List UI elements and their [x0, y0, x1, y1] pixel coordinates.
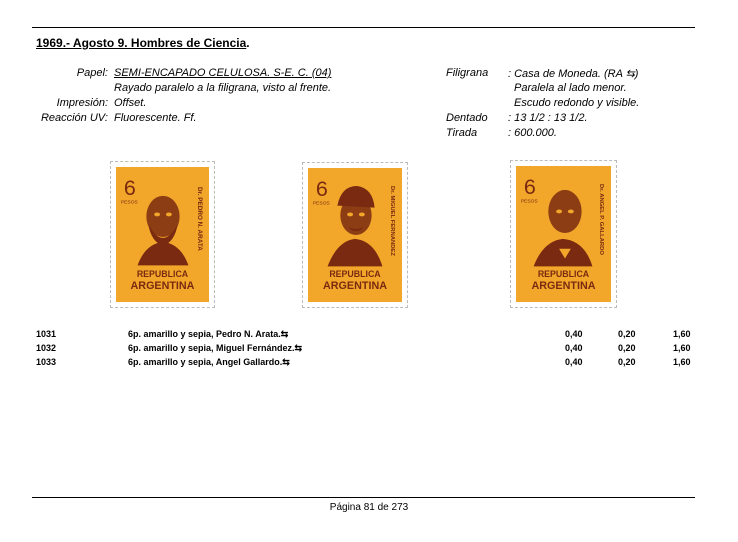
- table-row: [36, 329, 696, 341]
- stamp-currency: PESOS: [312, 201, 330, 207]
- title-main: 1969.- Agosto 9. Hombres de Ciencia: [36, 36, 247, 50]
- catalog-number: 1031: [36, 329, 57, 339]
- catalog-value-1: 0,40: [565, 357, 583, 367]
- stamp-face: [516, 166, 611, 302]
- spec-value-filigrana: : Casa de Moneda. (RA ⇆): [508, 68, 639, 80]
- page-number: Página 81 de 273: [329, 502, 409, 513]
- spec-value-tirada: : 600.000.: [508, 127, 557, 139]
- portrait-arata: [138, 196, 189, 266]
- stamp-art: [116, 167, 209, 302]
- stamp-art: [516, 166, 611, 302]
- catalog-value-1: 0,40: [565, 329, 583, 339]
- catalog-value-3: 1,60: [673, 343, 691, 353]
- stamp-fernandez: [302, 162, 408, 308]
- stamp-currency: PESOS: [120, 200, 138, 206]
- stamp-value: 6: [315, 176, 328, 201]
- catalog-value-2: 0,20: [618, 329, 636, 339]
- stamp-face: [308, 168, 402, 302]
- catalog-value-3: 1,60: [673, 329, 691, 339]
- spec-value-dentado: : 13 1/2 : 13 1/2.: [508, 112, 588, 124]
- spec-label-dentado: Dentado: [446, 112, 488, 124]
- stamp-country-1: REPUBLICA: [537, 269, 590, 280]
- stamp-art: [308, 168, 402, 302]
- spec-label-papel: Papel:: [76, 67, 108, 79]
- stamp-country-2: ARGENTINA: [323, 279, 387, 292]
- portrait-fernandez: [328, 186, 383, 266]
- spec-value-rayado: Rayado paralelo a la filigrana, visto al frente.: [114, 82, 332, 94]
- spec-value-reaccion: Fluorescente. Ff.: [114, 112, 197, 124]
- stamp-name: Dr. MIGUEL FERNANDEZ: [389, 186, 396, 256]
- top-rule: [32, 27, 695, 28]
- stamp-name: Dr. ANGEL P. GALLARDO: [598, 184, 605, 255]
- bottom-rule: [32, 497, 695, 498]
- catalog-value-2: 0,20: [618, 357, 636, 367]
- catalog-value-3: 1,60: [673, 357, 691, 367]
- catalog-description: 6p. amarillo y sepia, Miguel Fernández.⇆: [128, 343, 303, 353]
- catalog-number: 1032: [36, 343, 57, 353]
- stamp-country-2: ARGENTINA: [130, 279, 195, 292]
- catalog-number: 1033: [36, 357, 57, 367]
- title-tail: .: [246, 36, 250, 50]
- stamp-name: Dr. PEDRO N. ARATA: [196, 187, 204, 251]
- table-row: [36, 343, 696, 355]
- stamp-arata: [110, 161, 215, 308]
- spec-label-filigrana: Filigrana: [446, 67, 489, 79]
- catalog-value-1: 0,40: [565, 343, 583, 353]
- stamp-value: 6: [523, 174, 536, 199]
- catalog-value-2: 0,20: [618, 343, 636, 353]
- stamp-value: 6: [123, 175, 136, 200]
- stamp-country-2: ARGENTINA: [531, 279, 596, 292]
- stamp-country-1: REPUBLICA: [329, 269, 381, 280]
- stamp-currency: PESOS: [520, 199, 538, 205]
- spec-label-impresion: Impresión:: [56, 97, 108, 109]
- catalog-description: 6p. amarillo y sepia, Pedro N. Arata.⇆: [128, 329, 289, 339]
- spec-value-escudo: Escudo redondo y visible.: [514, 97, 640, 109]
- spec-value-impresion: Offset.: [114, 97, 147, 109]
- spec-label-tirada: Tirada: [446, 127, 478, 139]
- spec-value-papel: SEMI-ENCAPADO CELULOSA. S-E. C. (04): [114, 67, 332, 79]
- spec-value-paralela: Paralela al lado menor.: [514, 82, 627, 94]
- stamp-gallardo: [510, 160, 617, 308]
- catalog-description: 6p. amarillo y sepia, Angel Gallardo.⇆: [128, 357, 290, 367]
- portrait-gallardo: [534, 190, 593, 266]
- stamp-country-1: REPUBLICA: [136, 269, 189, 280]
- spec-label-reaccion: Reacción UV:: [40, 112, 108, 124]
- stamp-face: [116, 167, 209, 302]
- page-title: [36, 36, 250, 50]
- table-row: [36, 357, 696, 369]
